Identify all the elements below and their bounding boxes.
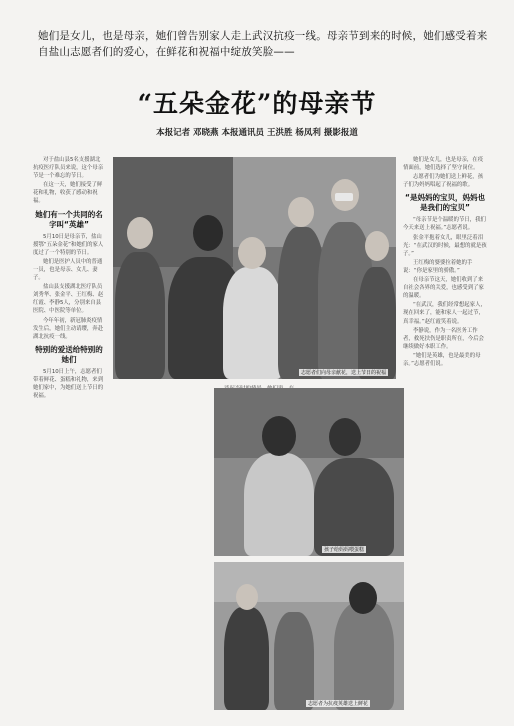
- right-paragraph: “母亲节是个温暖的节日，我们今天来送上祝福。”志愿者说。: [403, 217, 486, 232]
- left-paragraph: 对于盐山县5名支援湖北抗疫医疗队员来说，这个母亲节是一个难忘的节日。: [33, 157, 104, 180]
- left-paragraph: 她们是医护人员中的普通一员，也是母亲、女儿、妻子。: [33, 258, 103, 282]
- right-paragraph: 张金平抱着女儿，眼里泛着泪光：“在武汉的时候，最想的就是孩子。”: [403, 234, 487, 257]
- byline: 本报记者 邓晓燕 本报通讯员 王洪胜 杨凤利 摄影报道: [156, 128, 358, 138]
- right-paragraph: 志愿者们为她们送上鲜花，孩子们为妈妈唱起了祝福的歌。: [403, 174, 484, 189]
- left-paragraph: 盐山县支援湖北医疗队员刘秀华、张金平、王红梅、赵红霞、李静5人，分别来自县医院、中医院等单位。: [33, 284, 104, 315]
- right-paragraph: “她们是英雄，也是最美的母亲。”志愿者们说。: [403, 352, 481, 367]
- photo-flowers: [214, 562, 404, 710]
- left-column: [33, 156, 105, 401]
- photo-caption: 志愿者为抗疫英雄送上鲜花: [308, 701, 369, 707]
- left-paragraph: 5月10日是母亲节，盐山援鄂“五朵金花”和她们的家人度过了一个特别的节日。: [33, 233, 104, 256]
- left-subhead-1: 她们有一个共同的名字叫“英雄”: [35, 209, 103, 229]
- right-paragraph: 她们是女儿，也是母亲，在疫情面前，她们选择了坚守岗位。: [403, 157, 484, 172]
- left-paragraph: 5月10日上午，志愿者们带着鲜花、蛋糕和礼物，来到她们家中，为她们送上节日的祝福。: [33, 368, 104, 400]
- right-paragraph: “在武汉，我们经常想起家人，现在回来了，能和家人一起过节，真幸福。”赵红霞笑着说。: [403, 302, 486, 325]
- right-paragraph: 王红梅的婆婆拉着她的手说：“你是家里的骄傲。”: [403, 259, 473, 274]
- headline: “五朵金花”的母亲节: [137, 89, 377, 118]
- photo-caption: 志愿者们向母亲献花，送上节日的祝福: [301, 370, 387, 376]
- photo-volunteers-flowers: [113, 157, 396, 379]
- lede-paragraph: 她们是女儿，也是母亲，她们曾告别家人走上武汉抗疫一线。母亲节到来的时候，她们感受着来自盐山志愿者们的爱心，在鲜花和祝福中绽放笑脸——: [38, 30, 488, 58]
- left-paragraph: 在这一天，她们接受了鲜花和礼物，收获了感动和祝福。: [33, 182, 103, 205]
- right-column: [403, 156, 487, 369]
- right-subhead: “是妈妈的宝贝，妈妈也是我们的宝贝”: [405, 193, 485, 213]
- photo-cake: [214, 388, 404, 556]
- left-paragraph: 今年年初，新冠肺炎疫情发生后，她们主动请缨，奔赴湖北抗疫一线。: [33, 317, 104, 340]
- left-subhead-2: 特别的爱送给特别的她们: [35, 344, 103, 364]
- right-paragraph: 李静说，作为一名医务工作者，救死扶伤是职责所在，今后会继续做好本职工作。: [403, 327, 484, 350]
- right-paragraph: 在母亲节这天，她们收到了来自社会各界的关爱，也感受到了家的温暖。: [403, 277, 484, 300]
- photo-caption: 孩子给妈妈喂蛋糕: [324, 547, 365, 553]
